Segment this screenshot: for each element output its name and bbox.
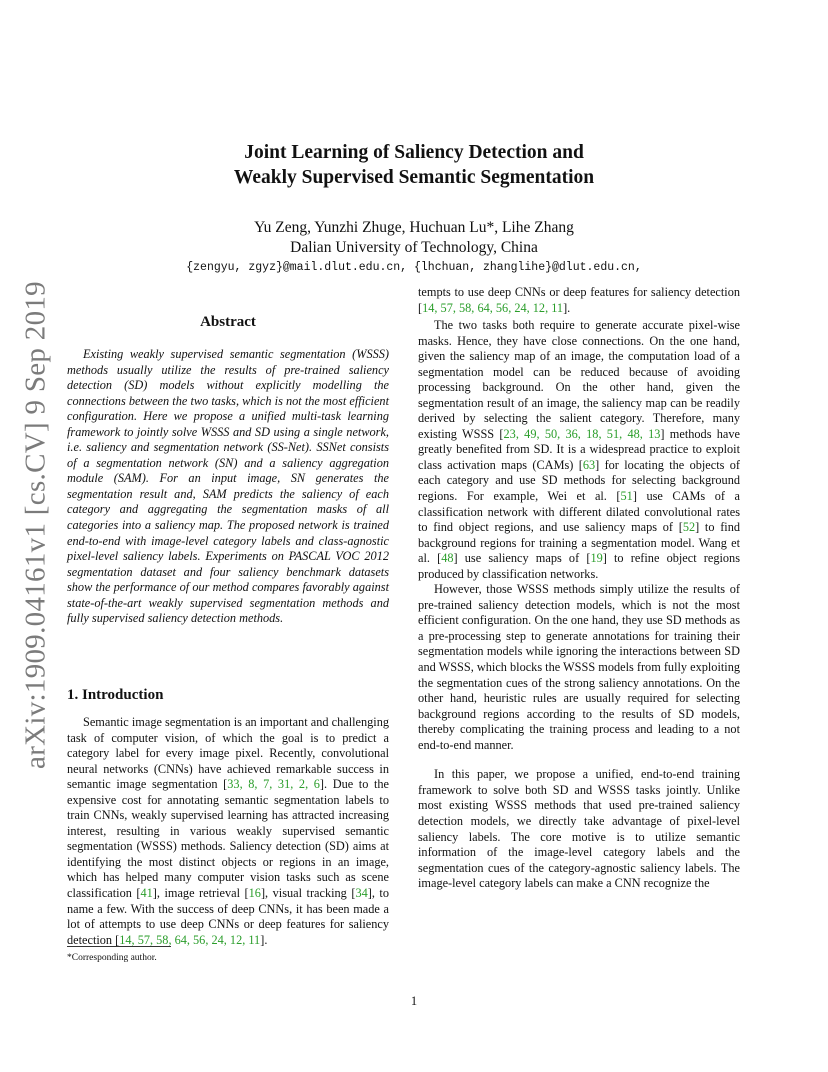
paper-title [0, 140, 828, 190]
citation[interactable]: 48 [441, 551, 454, 566]
intro-paragraph-4: In this paper, we propose a unified, end-to-end training framework to solve both SD and WSSS tasks jointly. Unlike most existing WSSS methods that used pre-trained saliency detection models, we directly take advantage of pixel-level saliency labels. The core motive is to utilize semantic information of the image-level category labels and the segmentation cues of the category-agnostic saliency labels. The image-level category labels can make a CNN recognize the [418, 767, 740, 891]
right-column [418, 285, 741, 962]
author-block [0, 218, 828, 258]
citation[interactable]: 34 [355, 886, 368, 901]
page-number: 1 [410, 994, 418, 1008]
citation[interactable]: 51 [620, 489, 633, 504]
title-line-1: Joint Learning of Saliency Detection and [244, 142, 584, 163]
citation[interactable]: 33, 8, 7, 31, 2, 6 [227, 777, 320, 792]
citation[interactable]: 41 [140, 886, 153, 901]
citation[interactable]: 23, 49, 50, 36, 18, 51, 48, 13 [503, 426, 661, 441]
intro-paragraph-2: The two tasks both require to generate accurate pixel-wise masks. Hence, they have close connections. On the one hand, given the saliency map of an image, the computation load of a segmentation model can be reduced because of avoiding processing background. On the other hand, given the segmentation result of an image, the saliency map can be readily derived by selecting the salient category. Therefore, many existing WSSS [23, 49, 50, 36, 18, 51, 48, 13] methods have greatly benefited from SD. It is a widespread practice to exploit class activation maps (CAMs) [63] for locating the objects of each category and use SD methods for selecting background regions. For example, Wei et al. [51] use CAMs of a classification network with different dilated convolutional rates to find object regions, and use saliency maps of [52] to find background regions for training a segmentation model. Wang et al. [48] use saliency maps of [19] to refine object regions produced by classification networks. [418, 318, 741, 581]
introduction-section [67, 686, 389, 948]
title-line-2: Weakly Supervised Semantic Segmentation [233, 167, 595, 188]
citation[interactable]: 14, 57, 58, 64, 56, 24, 12, 11 [422, 300, 564, 315]
intro-paragraph-1-tail: tempts to use deep CNNs or deep features for saliency detection [14, 57, 58, 64, 56, 24, 12, 11]. [418, 285, 740, 315]
abstract-text: Existing weakly supervised semantic segmentation (WSSS) methods usually utilize the results of pre-trained saliency detection (SD) models without explicitly modelling the connections between the two tasks, which is not the most efficient configuration. Here we propose a unified multi-task learning framework to jointly solve WSSS and SD using a single network, i.e. saliency and segmentation network (SS-Net). SSNet consists of a segmentation network (SN) and a saliency aggregation module (SAM). For an input image, SN generates the segmentation result and, SAM predicts the saliency of each category and aggregating the segmentation masks of all categories into a saliency map. The proposed network is trained end-to-end with image-level category labels and class-agnostic pixel-level saliency labels. Experiments on PASCAL VOC 2012 segmentation dataset and four saliency benchmark datasets show the performance of our method compares favorably against state-of-the-art weakly supervised segmentation methods and fully supervised saliency detection methods. [67, 347, 389, 626]
author-emails: {zengyu, zgyz}@mail.dlut.edu.cn, {lhchuan, zhanglihe}@dlut.edu.cn, [186, 261, 642, 274]
introduction-heading: 1. Introduction [67, 687, 164, 703]
citation[interactable]: 19 [590, 551, 603, 566]
citation[interactable]: 52 [682, 520, 696, 535]
author-names: Yu Zeng, Yunzhi Zhuge, Huchuan Lu*, Lihe Zhang [254, 219, 574, 236]
arxiv-sidebar [14, 281, 58, 769]
intro-paragraph-3: However, those WSSS methods simply utilize the results of pre-trained saliency detection models, which is not the most efficient configuration. On the one hand, they use SD methods as a pre-processing step to generate annotations for training their segmentation models while ignoring the interactions between SD and WSSS, which blocks the WSSS models from fully exploiting the segmentation cues of the strong saliency annotations. On the other hand, heuristic rules are usually required for selecting background regions according to the results of SD models, thereby complicating the training process and leading to a not end-to-end manner. [418, 582, 740, 752]
citation[interactable]: 14, 57, 58, 64, 56, 24, 12, 11 [119, 932, 261, 947]
intro-paragraph-1: Semantic image segmentation is an important and challenging task of computer vision, of which the goal is to predict a category label for every image pixel. Recently, convolutional neural networks (CNNs) have achieved remarkable success in semantic image segmentation [33, 8, 7, 31, 2, 6]. Due to the expensive cost for annotating semantic segmentation labels to train CNNs, weakly supervised learning has attracted increasing interest, resulting in various weakly supervised semantic segmentation (WSSS) methods. Saliency detection (SD) aims at identifying the most distinct objects or regions in an image, which has helped many computer vision tasks such as scene classification [41], image retrieval [16], visual tracking [34], to name a few. With the success of deep CNNs, it has been made a lot of attempts to use deep CNNs or deep features for saliency detection [14, 57, 58, 64, 56, 24, 12, 11]. [67, 715, 389, 947]
affiliation: Dalian University of Technology, China [290, 239, 538, 256]
footnote-divider [67, 946, 171, 947]
abstract-heading: Abstract [200, 314, 256, 330]
abstract-section [67, 313, 389, 627]
citation[interactable]: 63 [582, 457, 596, 472]
arxiv-identifier: arXiv:1909.04161v1 [cs.CV] 9 Sep 2019 [19, 281, 52, 769]
citation[interactable]: 16 [248, 886, 261, 901]
footnote: *Corresponding author. [67, 953, 157, 963]
